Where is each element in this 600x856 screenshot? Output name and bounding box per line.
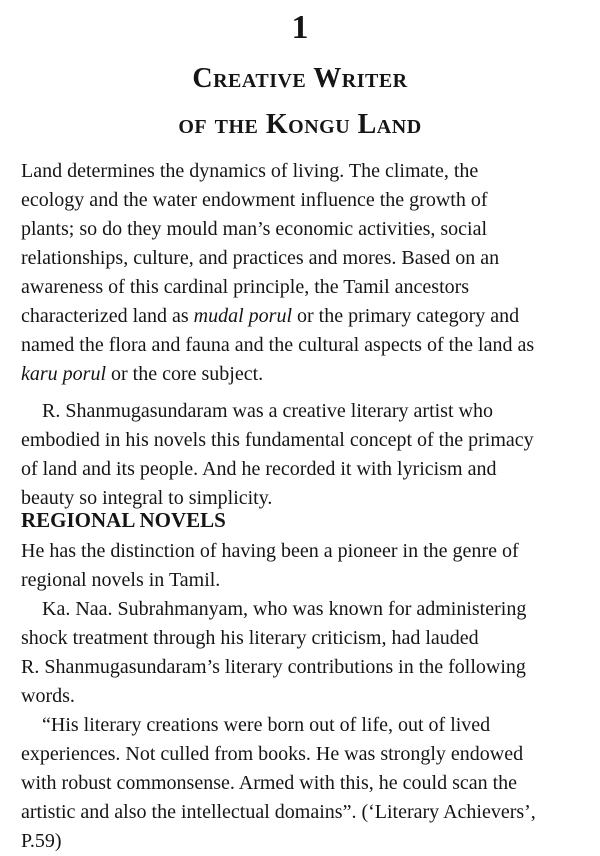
- text-run: characterized land as: [21, 305, 194, 327]
- paragraph-4-line-4: words.: [21, 685, 75, 707]
- paragraph-5-line-1: “His literary creations were born out of life, out of lived: [42, 714, 491, 736]
- paragraph-3-line-1: He has the distinction of having been a pioneer in the genre of: [21, 540, 519, 562]
- paragraph-2-line-2: embodied in his novels this fundamental concept of the primacy: [21, 429, 534, 451]
- paragraph-5-line-3: with robust commonsense. Armed with this, he could scan the: [21, 772, 518, 794]
- paragraph-2-line-3: of land and its people. And he recorded it with lyricism and: [21, 458, 497, 480]
- paragraph-2: [21, 397, 578, 513]
- paragraph-5-line-2: experiences. Not culled from books. He was strongly endowed: [21, 743, 524, 765]
- chapter-number: 1: [291, 9, 309, 46]
- section-body: [21, 537, 578, 856]
- paragraph-1-line-7: named the flora and fauna and the cultural aspects of the land as: [21, 334, 535, 356]
- paragraph-1-line-1: Land determines the dynamics of living. The climate, the: [21, 160, 479, 182]
- paragraph-4-line-3: R. Shanmugasundaram’s literary contributions in the following: [21, 656, 526, 678]
- italic-term-karu-porul: karu porul: [21, 363, 106, 385]
- paragraph-1-line-5: awareness of this cardinal principle, the Tamil ancestors: [21, 276, 470, 298]
- paragraph-1: [21, 157, 578, 389]
- paragraph-4-line-1: Ka. Naa. Subrahmanyam, who was known for administering: [42, 598, 527, 620]
- chapter-title-line-2: of the Kongu Land: [178, 109, 422, 140]
- paragraph-1-line-3: plants; so do they mould man’s economic activities, social: [21, 218, 488, 240]
- chapter-title-line-1: Creative Writer: [192, 63, 408, 94]
- paragraph-2-line-4: beauty so integral to simplicity.: [21, 487, 273, 509]
- paragraph-5-line-5: P.59): [21, 830, 62, 852]
- paragraph-2-line-1: R. Shanmugasundaram was a creative literary artist who: [42, 400, 493, 422]
- text-run: or the core subject.: [106, 363, 264, 385]
- paragraph-3-line-2: regional novels in Tamil.: [21, 569, 221, 591]
- paragraph-5-line-4: artistic and also the intellectual domains”. (‘Literary Achievers’,: [21, 801, 536, 823]
- paragraph-1-line-4: relationships, culture, and practices and mores. Based on an: [21, 247, 500, 269]
- paragraph-4-line-2: shock treatment through his literary criticism, had lauded: [21, 627, 479, 649]
- italic-term-mudal-porul: mudal porul: [193, 305, 293, 327]
- paragraph-1-line-8: [21, 360, 578, 389]
- paragraph-1-line-6: [21, 302, 578, 331]
- paragraph-1-line-2: ecology and the water endowment influence the growth of: [21, 189, 488, 211]
- text-run: or the primary category and: [292, 305, 520, 327]
- section-heading: REGIONAL NOVELS: [21, 508, 226, 532]
